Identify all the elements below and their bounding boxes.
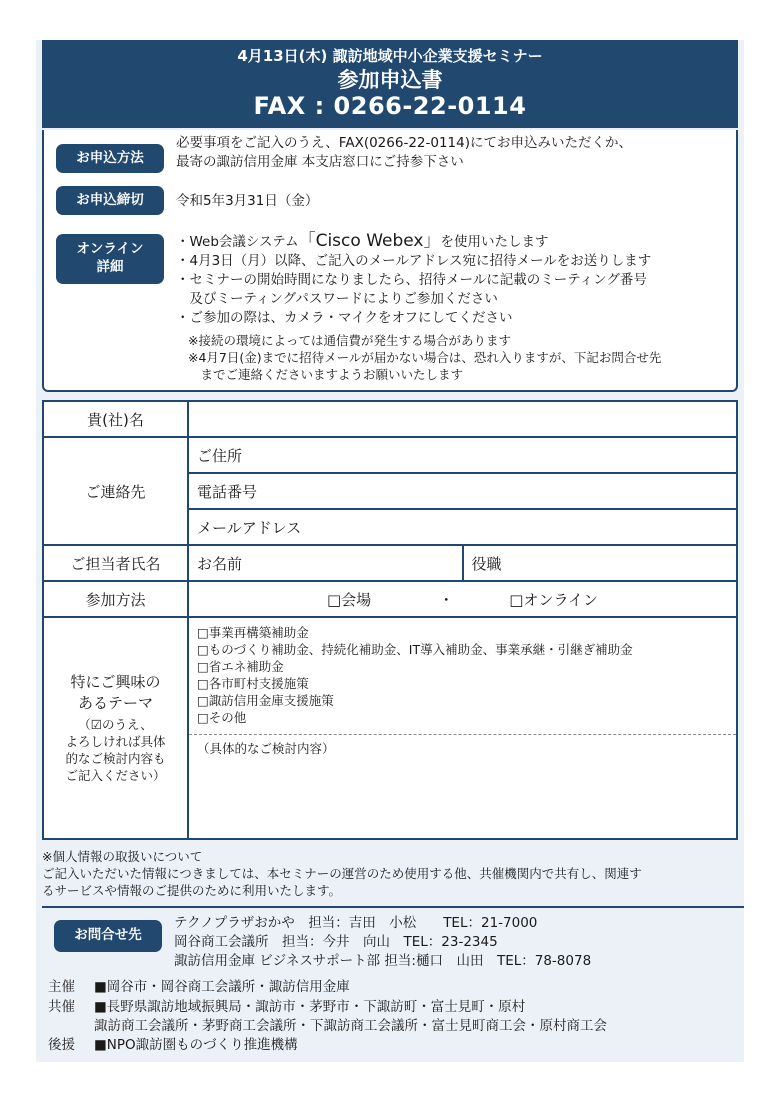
form-title: 参加申込書 [337, 68, 443, 92]
theme-checkbox[interactable]: □省エネ補助金 [197, 659, 284, 674]
online-line: ・セミナーの開始時間になりましたら、招待メールに記載のミーティング番号 [176, 272, 647, 288]
method-text [176, 134, 632, 172]
host-line [48, 978, 350, 997]
contact-pill: お問合せ先 [54, 920, 162, 952]
contact-line: 諏訪信用金庫 ビジネスサポート部 担当:樋口 山田 TEL：78-8078 [174, 953, 592, 969]
phone-field[interactable]: 電話番号 [188, 473, 737, 509]
contact-line: テクノプラザおかや 担当：吉田 小松 TEL：21-7000 [174, 915, 538, 931]
deadline-pill: お申込締切 [56, 186, 164, 215]
venue-checkbox[interactable]: □会場 [326, 590, 372, 609]
cohost-key: 共催 [48, 999, 75, 1015]
email-field[interactable]: メールアドレス [188, 509, 737, 545]
online-line: ・ご参加の際は、カメラ・マイクをオフにしてください [176, 310, 513, 326]
theme-checkbox[interactable]: □事業再構築補助金 [197, 625, 309, 640]
theme-checkbox[interactable]: □その他 [197, 710, 247, 725]
form-sheet [36, 40, 744, 1062]
privacy-line: るサービスや情報のご提供のために利用いたします。 [42, 883, 342, 898]
online-details [176, 232, 651, 328]
online-label: オンライン [76, 241, 144, 258]
theme-instructions: （☑のうえ、 よろしければ具体 的なご検討内容も ご記入ください） [65, 717, 166, 783]
header-banner [42, 40, 738, 128]
cohost-text: ■長野県諏訪地域振興局・諏訪市・茅野市・下諏訪町・富士見町・原村 [94, 999, 526, 1015]
method-options [188, 581, 737, 617]
method-separator: ・ [438, 590, 454, 609]
support-line [48, 1036, 298, 1055]
seminar-title: 4月13日(木) 諏訪地域中小企業支援セミナー [237, 47, 543, 65]
divider [189, 734, 736, 735]
host-key: 主催 [48, 979, 75, 995]
theme-checkbox[interactable]: □諏訪信用金庫支援施策 [197, 693, 334, 708]
theme-label-line: あるテーマ [77, 694, 153, 712]
method-line: 最寄の諏訪信用金庫 本支店窓口にご持参下さい [176, 154, 464, 170]
cohost-line [48, 998, 525, 1017]
online-line: ・4月3日（月）以降、ご記入のメールアドレス宛に招待メールをお送りします [176, 253, 652, 269]
deadline-text: 令和5年3月31日（金） [176, 193, 319, 209]
online-label: 詳細 [96, 259, 124, 275]
support-text: ■NPO諏訪圏ものづくり推進機構 [94, 1037, 298, 1053]
company-label: 貴(社)名 [43, 401, 188, 437]
theme-label-line: 特にご興味の [70, 673, 161, 691]
online-line: ・Web会議システム「Cisco Webex」を使用いたします [176, 231, 549, 251]
online-pill [56, 234, 164, 284]
theme-checkbox[interactable]: □各市町村支援施策 [197, 676, 309, 691]
privacy-line: ※個人情報の取扱いについて [42, 849, 203, 864]
contact-line: 岡谷商工会議所 担当：今井 向山 TEL：23-2345 [174, 934, 498, 950]
method-label: 参加方法 [43, 581, 188, 617]
theme-checkbox[interactable]: □ものづくり補助金、持続化補助金、IT導入補助金、事業承継・引継ぎ補助金 [197, 642, 633, 657]
divider [42, 906, 744, 908]
info-box [42, 130, 738, 392]
host-text: ■岡谷市・岡谷商工会議所・諏訪信用金庫 [94, 979, 350, 995]
detail-field[interactable]: （具体的なご検討内容） [197, 741, 335, 756]
application-form-table [42, 400, 738, 840]
online-notes [188, 332, 661, 383]
person-label: ご担当者氏名 [43, 545, 188, 581]
online-line: 及びミーティングパスワードによりご参加ください [176, 291, 498, 307]
fax-number: FAX : 0266-22-0114 [253, 92, 527, 120]
note-line: ※接続の環境によっては通信費が発生する場合があります [188, 333, 511, 348]
online-checkbox[interactable]: □オンライン [509, 590, 599, 609]
note-line: ※4月7日(金)までに招待メールが届かない場合は、恐れ入りますが、下記お問合せ先 [188, 350, 662, 365]
support-key: 後援 [48, 1037, 75, 1053]
privacy-notice [42, 848, 742, 899]
address-field[interactable]: ご住所 [188, 437, 737, 473]
name-field[interactable]: お名前 [188, 545, 463, 581]
company-input[interactable] [188, 401, 737, 437]
theme-cell [188, 617, 737, 839]
theme-label [43, 617, 188, 839]
theme-list [197, 624, 728, 726]
contact-label: ご連絡先 [43, 437, 188, 545]
privacy-line: ご記入いただいた情報につきましては、本セミナーの運営のため使用する他、共催機関内で共有し、関連す [42, 866, 642, 881]
note-line: までご連絡くださいますようお願いいたします [188, 367, 464, 382]
webex-name: 「Cisco Webex」 [298, 231, 441, 251]
method-line: 必要事項をご記入のうえ、FAX(0266-22-0114)にてお申込みいただくか、 [176, 135, 632, 151]
method-pill: お申込方法 [56, 144, 164, 173]
cohost-line-2: 諏訪商工会議所・茅野商工会議所・下諏訪商工会議所・富士見町商工会・原村商工会 [94, 1018, 607, 1034]
position-field[interactable]: 役職 [463, 545, 738, 581]
